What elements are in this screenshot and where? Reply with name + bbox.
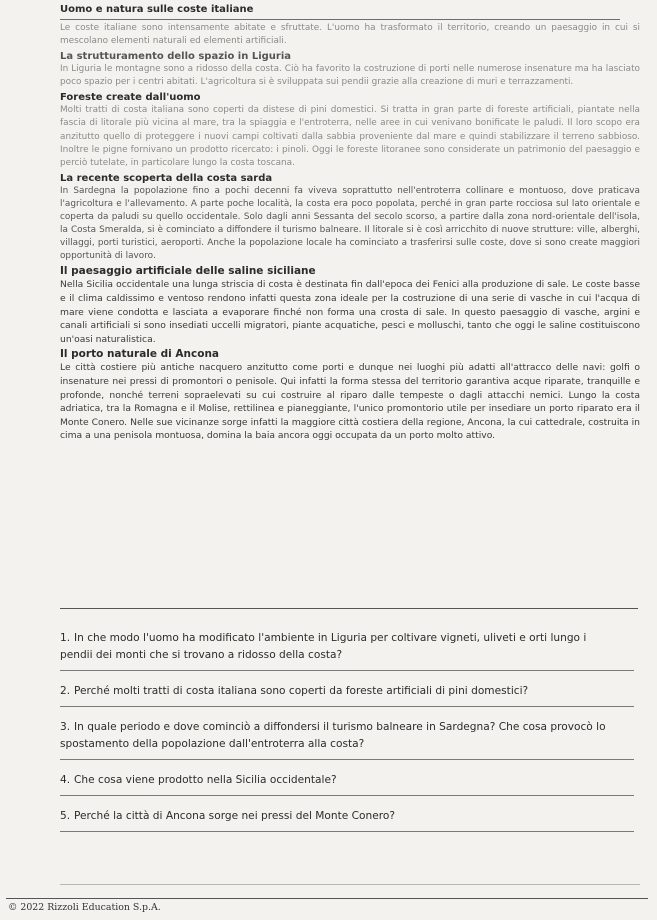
answer-line[interactable] (60, 759, 634, 760)
faint-line (60, 884, 640, 885)
question-text-continued: pendii dei monti che si trovano a ridosso della costa? (60, 649, 343, 661)
questions-list (60, 630, 640, 844)
section-heading: Foreste create dall'uomo (60, 92, 201, 104)
section-text: Nella Sicilia occidentale una lunga striscia di costa è destinata fin dall'epoca dei Fenici alla produzione di sale. Le coste basse e il clima caldissimo e ventoso rendono infatti questa zona ideale per la costruzione di una serie di vasche in cui l'acqua di mare viene condotta e lasciata a evaporare finché non forma una crosta di sale. In questo paesaggio di vasche, argini e canali artificiali si sono insediati uccelli migratori, piante acquatiche, pesci e molluschi, tanto che oggi le saline costituiscono un'oasi naturalistica. (60, 279, 640, 345)
question-text: In che modo l'uomo ha modificato l'ambiente in Liguria per coltivare vigneti, uliveti e orti lungo i (74, 632, 587, 644)
section-text: Molti tratti di costa italiana sono coperti da distese di pini domestici. Si tratta in gran parte di foreste artificiali, piantate nella fascia di litorale più vicina al mare, tra la spiaggia e l'entroterra, nelle aree in cui venivano bonificate le paludi. Il loro scopo era anzitutto quello di proteggere i nuovi campi coltivati dalla sabbia proveniente dal mare e quindi stabilizzare il terreno sabbioso. Inoltre le pigne fornivano un prodotto ricercato: i pinoli. Oggi le foreste litoranee sono considerate un patrimonio del paesaggio e perciò tutelate, in particolare lungo la costa toscana. (60, 105, 640, 168)
page-title: Uomo e natura sulle coste italiane (60, 4, 620, 20)
question-text: Che cosa viene prodotto nella Sicilia occidentale? (74, 774, 337, 786)
section-liguria (60, 50, 640, 89)
section-saline (60, 265, 640, 346)
reading-text (60, 4, 640, 443)
section-divider (60, 608, 638, 609)
question-number: 2. (60, 685, 71, 697)
question-item (60, 808, 640, 832)
section-heading: Il paesaggio artificiale delle saline siciliane (60, 265, 316, 278)
question-item (60, 683, 640, 707)
question-number: 4. (60, 774, 71, 786)
section-text: Le città costiere più antiche nacquero anzitutto come porti e dunque nei luoghi più adatti all'attracco delle navi: golfi o insenature nei pressi di promontori o penisole. Qui infatti la forma stessa del territorio garantiva acque riparate, tranquille e profonde, nonché terreni sopraelevati su cui costruire al riparo dalle tempeste o dagli attacchi nemici. Lungo la costa adriatica, tra la Romagna e il Molise, rettilinea e pianeggiante, l'unico promontorio utile per insediare un porto riparato era il Monte Conero. Nelle sue vicinanze sorge infatti la maggiore città costiera della regione, Ancona, la cui cattedrale, costruita in cima a una penisola montuosa, domina la baia ancora oggi occupata da un porto molto attivo. (60, 362, 640, 442)
answer-line[interactable] (60, 795, 634, 796)
question-number: 1. (60, 632, 71, 644)
answer-line[interactable] (60, 670, 634, 671)
question-text: Perché la città di Ancona sorge nei pressi del Monte Conero? (74, 810, 395, 822)
footer-rule (6, 898, 648, 899)
section-sardegna (60, 172, 640, 264)
question-item (60, 630, 640, 671)
question-item (60, 772, 640, 796)
section-ancona (60, 348, 640, 443)
section-heading: La recente scoperta della costa sarda (60, 172, 273, 184)
section-foreste (60, 91, 640, 169)
intro-paragraph: Le coste italiane sono intensamente abitate e sfruttate. L'uomo ha trasformato il territorio, creando un paesaggio in cui si mescolano elementi naturali ed elementi artificiali. (60, 23, 640, 47)
copyright-footer: © 2022 Rizzoli Education S.p.A. (8, 902, 161, 913)
question-number: 3. (60, 721, 71, 733)
section-text: In Liguria le montagne sono a ridosso della costa. Ciò ha favorito la costruzione di porti nelle numerose insenature ma ha lasciato poco spazio per i centri abitati. L'agricoltura si è sviluppata sui pendii grazie alla creazione di muri e terrazzamenti. (60, 64, 640, 88)
question-text: In quale periodo e dove cominciò a diffondersi il turismo balneare in Sardegna? Che cosa provocò lo (74, 721, 606, 733)
section-text: In Sardegna la popolazione fino a pochi decenni fa viveva soprattutto nell'entroterra collinare e montuoso, dove praticava l'agricoltura e l'allevamento. A parte poche località, la costa era poco popolata, perché in gran parte rocciosa sul lato orientale e coperta da paludi su quello occidentale. Solo dagli anni Sessanta del secolo scorso, a partire dalla zona nord-orientale dell'isola, la Costa Smeralda, si è cominciato a diffondere il turismo balneare. Il litorale si è così arricchito di nuove strutture: ville, alberghi, villaggi, porti turistici, aeroporti. Anche la popolazione locale ha cominciato a trasferirsi sulle coste, dove si sono create maggiori opportunità di lavoro. (60, 185, 640, 262)
section-heading: La strutturamento dello spazio in Liguria (60, 51, 292, 63)
answer-line[interactable] (60, 706, 634, 707)
question-text-continued: spostamento della popolazione dall'entroterra alla costa? (60, 738, 365, 750)
question-item (60, 719, 640, 760)
answer-line[interactable] (60, 831, 634, 832)
section-heading: Il porto naturale di Ancona (60, 348, 220, 361)
question-number: 5. (60, 810, 71, 822)
question-text: Perché molti tratti di costa italiana sono coperti da foreste artificiali di pini domestici? (74, 685, 529, 697)
